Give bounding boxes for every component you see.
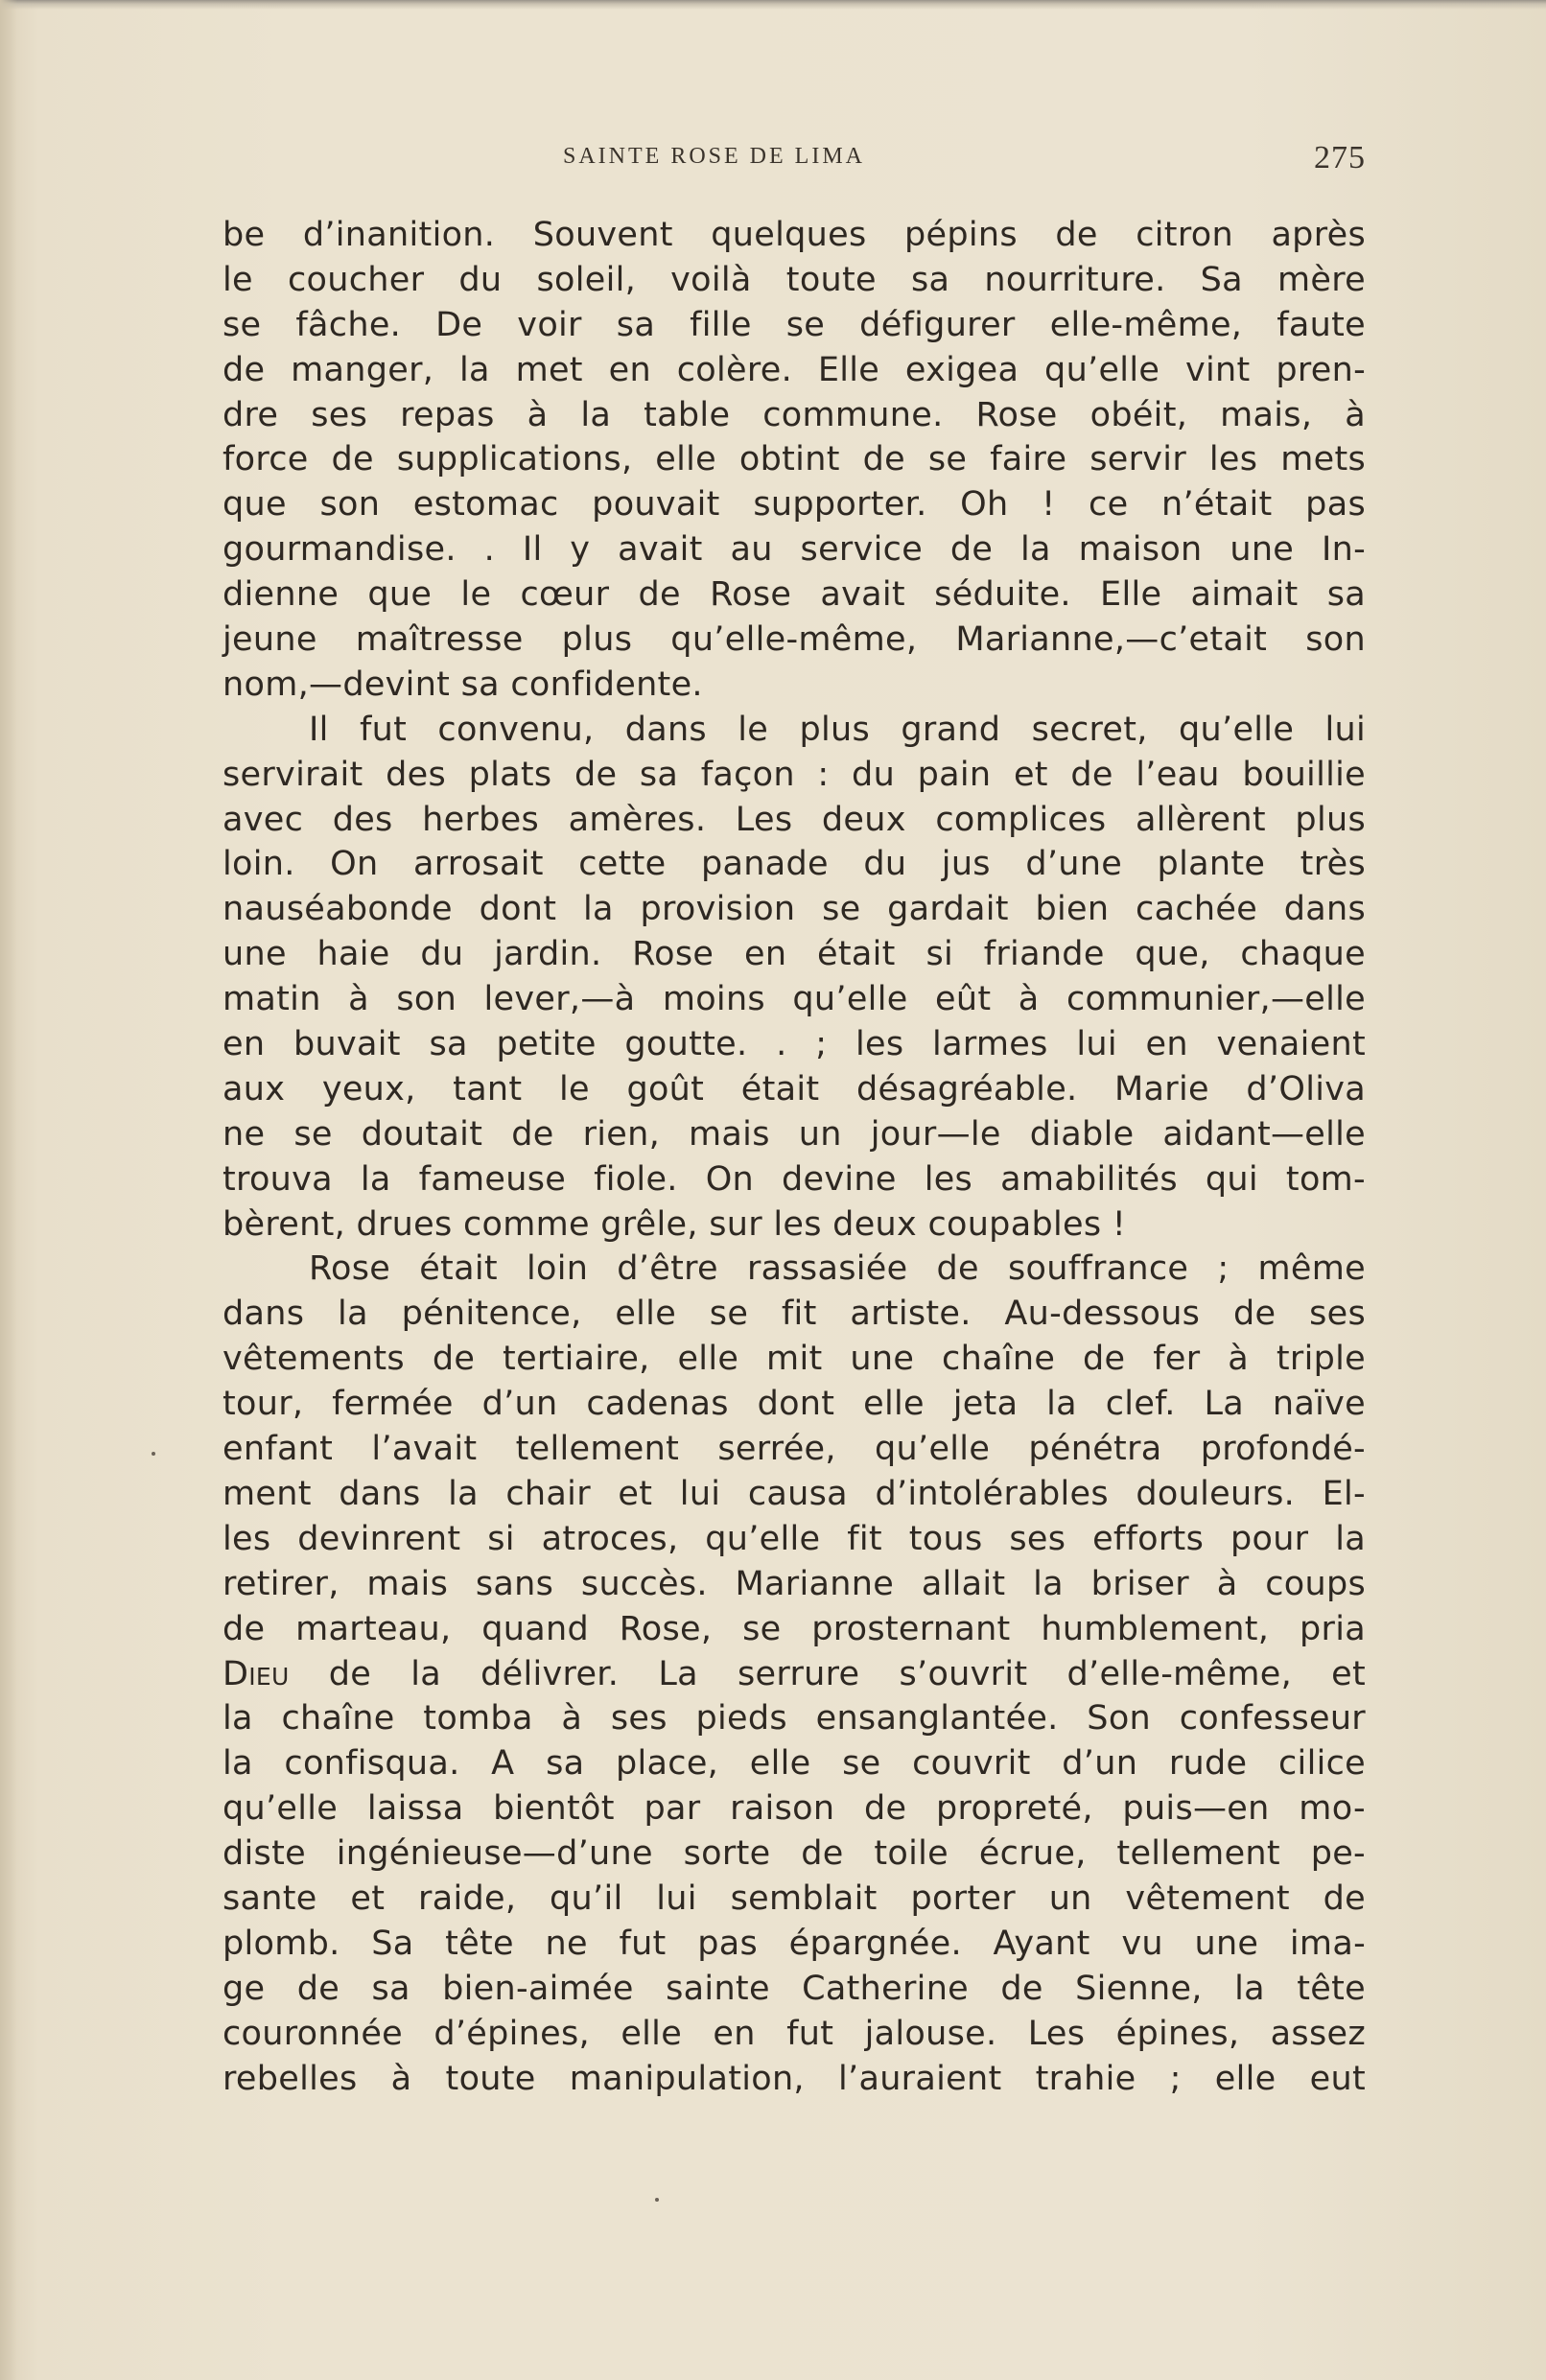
paragraph-start-line: Rose était loin d’être rassasiée de souffrance ; même <box>309 1249 1366 1289</box>
text-line: ment dans la chair et lui causa d’intolérables douleurs. El- <box>223 1474 1366 1513</box>
text-line: la chaîne tomba à ses pieds ensanglantée. Son confesseur <box>223 1699 1366 1738</box>
text-line: nauséabonde dont la provision se gardait bien cachée dans <box>223 890 1366 929</box>
text-line: en buvait sa petite goutte. . ; les larmes lui en venaient <box>223 1025 1366 1064</box>
text-line: qu’elle laissa bientôt par raison de propreté, puis—en mo- <box>223 1789 1366 1829</box>
text-line: sante et raide, qu’il lui semblait porter un vêtement de <box>223 1878 1366 1918</box>
text-line: diste ingénieuse—d’une sorte de toile écrue, tellement pe- <box>223 1834 1366 1874</box>
text-line: se fâche. De voir sa fille se défigurer elle-même, faute <box>223 305 1366 344</box>
text-line: de manger, la met en colère. Elle exigea qu’elle vint pren- <box>223 350 1366 389</box>
text-line: retirer, mais sans succès. Marianne allait la briser à coups <box>223 1564 1366 1603</box>
paragraph-end-line: nom,—devint sa confidente. <box>223 665 703 704</box>
running-title: SAINTE ROSE DE LIMA <box>563 144 865 169</box>
page-number: 275 <box>1314 140 1366 175</box>
body-text <box>223 213 1366 2101</box>
text-line: aux yeux, tant le goût était désagréable. Marie d’Oliva <box>223 1069 1366 1108</box>
text-line: loin. On arrosait cette panade du jus d’une plante très <box>223 845 1366 884</box>
text-line: le coucher du soleil, voilà toute sa nourriture. Sa mère <box>223 260 1366 299</box>
text-line: que son estomac pouvait supporter. Oh ! ce n’était pas <box>223 485 1366 525</box>
small-caps-word: Dieu <box>223 1654 290 1693</box>
text-line: dre ses repas à la table commune. Rose obéit, mais, à <box>223 395 1366 434</box>
text-line: Dieu de la délivrer. La serrure s’ouvrit d’elle-même, et <box>223 1654 1366 1693</box>
page-gutter-shadow <box>0 0 17 2380</box>
paragraph-start-line: Il fut convenu, dans le plus grand secret, qu’elle lui <box>309 710 1366 749</box>
text-line: servirait des plats de sa façon : du pain et de l’eau bouillie <box>223 755 1366 794</box>
text-line: la confisqua. A sa place, elle se couvrit d’un rude cilice <box>223 1744 1366 1784</box>
page-top-edge-shadow <box>0 0 1546 10</box>
paragraph-end-line: bèrent, drues comme grêle, sur les deux coupables ! <box>223 1204 1127 1244</box>
text-line: les devinrent si atroces, qu’elle fit tous ses efforts pour la <box>223 1519 1366 1558</box>
text-line: une haie du jardin. Rose en était si friande que, chaque <box>223 935 1366 974</box>
text-line: dans la pénitence, elle se fit artiste. Au-dessous de ses <box>223 1295 1366 1334</box>
paper-speck <box>655 2198 659 2202</box>
text-line: ne se doutait de rien, mais un jour—le diable aidant—elle <box>223 1114 1366 1154</box>
running-head <box>223 140 1366 178</box>
text-line: force de supplications, elle obtint de se faire servir les mets <box>223 440 1366 479</box>
text-line: rebelles à toute manipulation, l’auraient trahie ; elle eut <box>223 2059 1366 2098</box>
text-line: couronnée d’épines, elle en fut jalouse. Les épines, assez <box>223 2014 1366 2053</box>
text-line: be d’inanition. Souvent quelques pépins de citron après <box>223 216 1366 254</box>
text-line: jeune maîtresse plus qu’elle-même, Marianne,—c’etait son <box>223 620 1366 660</box>
text-line: trouva la fameuse fiole. On devine les amabilités qui tom- <box>223 1159 1366 1199</box>
text-line: avec des herbes amères. Les deux complices allèrent plus <box>223 800 1366 839</box>
text-line: plomb. Sa tête ne fut pas épargnée. Ayant vu une ima- <box>223 1924 1366 1963</box>
text-line: ge de sa bien-aimée sainte Catherine de Sienne, la tête <box>223 1969 1366 2008</box>
paper-speck <box>152 1452 155 1456</box>
text-line: matin à son lever,—à moins qu’elle eût à communier,—elle <box>223 980 1366 1019</box>
text-line: enfant l’avait tellement serrée, qu’elle pénétra profondé- <box>223 1430 1366 1469</box>
text-line: gourmandise. . Il y avait au service de la maison une In- <box>223 530 1366 570</box>
text-line: dienne que le cœur de Rose avait séduite. Elle aimait sa <box>223 575 1366 615</box>
text-line: de marteau, quand Rose, se prosternant humblement, pria <box>223 1609 1366 1648</box>
text-line: tour, fermée d’un cadenas dont elle jeta la clef. La naïve <box>223 1385 1366 1424</box>
text-line: vêtements de tertiaire, elle mit une chaîne de fer à triple <box>223 1340 1366 1379</box>
